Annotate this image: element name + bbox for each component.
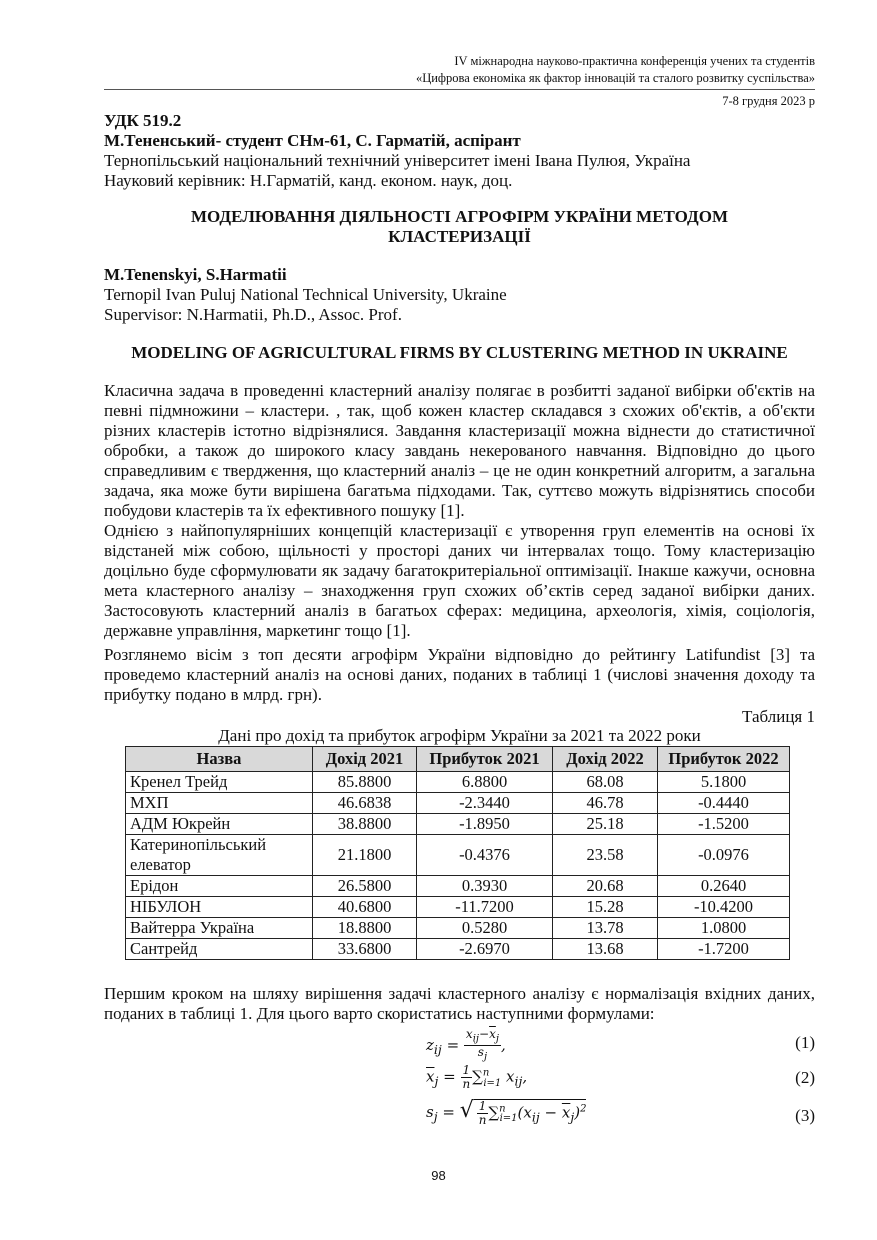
f2-lhs-sub: j — [434, 1073, 439, 1089]
authors-ua: М.Тененський- студент СНм-61, С. Гарматій, аспірант — [104, 131, 521, 150]
table-row — [126, 772, 790, 793]
cell-value: -1.7200 — [658, 939, 790, 960]
f3-radical: √ — [459, 1098, 474, 1123]
f2-body: x — [506, 1067, 515, 1086]
header-rule — [104, 89, 815, 90]
table-row — [126, 876, 790, 897]
agro-firms-table — [125, 746, 790, 960]
cell-value: 13.68 — [553, 939, 658, 960]
cell-name: Ерідон — [126, 876, 313, 897]
cell-name: МХП — [126, 793, 313, 814]
page-number: 98 — [431, 1168, 446, 1183]
table-row — [126, 835, 790, 876]
cell-value: -11.7200 — [417, 897, 553, 918]
paragraph-3: Розглянемо вісім з топ десяти агрофірм України відповідно до рейтингу Latifundist [3] та проведемо кластерний аналіз на основі даних, поданих в таблиці 1 (числові значення доходу та прибутку подано в млрд. грн). — [104, 645, 815, 704]
cell-value: 13.78 — [553, 918, 658, 939]
f1-lhs-sub: ij — [433, 1041, 442, 1057]
equation-number-3: (3) — [795, 1106, 815, 1125]
udk-code: УДК 519.2 — [104, 111, 182, 130]
f3-close-paren: ) — [574, 1103, 581, 1121]
f2-sigma-sup: n — [482, 1067, 490, 1079]
cell-name: Сантрейд — [126, 939, 313, 960]
conference-date: 7-8 грудня 2023 р — [722, 94, 815, 108]
cell-value: 38.8800 — [313, 814, 417, 835]
f2-lhs: $\overline{x}$ — [426, 1067, 435, 1086]
affiliation-ua: Тернопільський національний технічний університет імені Івана Пулюя, Україна — [104, 151, 691, 170]
cell-name: АДМ Юкрейн — [126, 814, 313, 835]
f3-xbar: $\overline{x}$ — [561, 1103, 571, 1121]
cell-value: 6.8800 — [417, 772, 553, 793]
f1-num-minus: − — [479, 1027, 490, 1041]
cell-value: 0.2640 — [658, 876, 790, 897]
supervisor-en: Supervisor: N.Harmatii, Ph.D., Assoc. Prof. — [104, 305, 402, 324]
formula-2 — [426, 1064, 527, 1091]
cell-value: 85.8800 — [313, 772, 417, 793]
cell-value: -0.4440 — [658, 793, 790, 814]
table-header-row — [126, 747, 790, 772]
f2-sigma-sub: i=1 — [483, 1077, 502, 1089]
col-header-profit-2021: Прибуток 2021 — [417, 747, 553, 772]
cell-value: 46.78 — [553, 793, 658, 814]
table-label: Таблиця 1 — [742, 707, 815, 726]
table-row — [126, 918, 790, 939]
cell-value: 25.18 — [553, 814, 658, 835]
conference-header-line2: «Цифрова економіка як фактор інновацій та сталого розвитку суспільства» — [415, 71, 815, 85]
f2-sigma: ∑ — [472, 1067, 483, 1086]
cell-value: 20.68 — [553, 876, 658, 897]
f3-sigma: ∑ — [488, 1103, 500, 1121]
f3-radicand — [474, 1099, 587, 1127]
table-row — [126, 793, 790, 814]
cell-value: 18.8800 — [313, 918, 417, 939]
cell-value: 46.6838 — [313, 793, 417, 814]
f1-num-xbar: $\overline{x}$ — [489, 1027, 496, 1041]
cell-value: 33.6800 — [313, 939, 417, 960]
cell-value: -0.4376 — [417, 835, 553, 876]
cell-value: -2.3440 — [417, 793, 553, 814]
paragraph-4: Першим кроком на шляху вирішення задачі кластерного аналізу є нормалізація вхідних даних, поданих в таблиці 1. Для цього варто скористатись наступними формулами: — [104, 984, 815, 1023]
cell-value: 40.6800 — [313, 897, 417, 918]
f1-num-xbar-sub: j — [495, 1033, 499, 1045]
cell-value: 0.3930 — [417, 876, 553, 897]
f3-lhs: s — [426, 1103, 434, 1121]
cell-value: 0.5280 — [417, 918, 553, 939]
title-ua-line1: МОДЕЛЮВАННЯ ДІЯЛЬНОСТІ АГРОФІРМ УКРАЇНИ МЕТОДОМ — [190, 207, 728, 226]
f3-sigma-sup: n — [499, 1103, 506, 1114]
f3-x: x — [523, 1103, 532, 1121]
f2-den: n — [462, 1077, 471, 1091]
f2-comma: , — [522, 1067, 528, 1086]
f3-x-sub: ij — [531, 1109, 540, 1124]
cell-value: 68.08 — [553, 772, 658, 793]
paragraph-2: Однією з найпопулярніших концепцій кластеризації є утворення груп елементів на основі їх відстаней між собою, щільності у просторі даних чи інтервалах тощо. Тому кластеризацію доцільно буде сформулювати як задачу багатокритеріальної оптимізації. Інакше кажучи, основна мета кластерного аналізу – знаходження груп схожих об’єктів серед заданої вибірки даних. Застосовують кластерний аналіз в багатьох сферах: медицина, археологія, хімія, соціологія, державне управління, маркетинг тощо [1]. — [104, 521, 815, 640]
cell-name: НІБУЛОН — [126, 897, 313, 918]
cell-value: -2.6970 — [417, 939, 553, 960]
cell-value: -10.4200 — [658, 897, 790, 918]
f3-lhs-sub: j — [433, 1109, 438, 1124]
cell-value: 23.58 — [553, 835, 658, 876]
f2-equals: = — [443, 1067, 456, 1086]
cell-value: -1.5200 — [658, 814, 790, 835]
col-header-profit-2022: Прибуток 2022 — [658, 747, 790, 772]
f1-den-s-sub: j — [483, 1051, 488, 1063]
cell-value: 1.0800 — [658, 918, 790, 939]
title-ua-line2: КЛАСТЕРИЗАЦІЇ — [388, 227, 531, 246]
formula-1 — [426, 1028, 506, 1064]
f3-equals: = — [442, 1103, 455, 1121]
f3-sigma-sub: i=1 — [499, 1113, 518, 1124]
f2-fraction — [461, 1064, 473, 1091]
table-row — [126, 897, 790, 918]
f3-den: n — [478, 1112, 487, 1127]
f3-minus: − — [544, 1103, 558, 1121]
f3-power: 2 — [580, 1103, 587, 1114]
cell-value: 21.1800 — [313, 835, 417, 876]
paragraph-1: Класична задача в проведенні кластерний аналізу полягає в розбитті заданої вибірки об'єктів на певні підмножини – кластери. , так, щоб кожен кластер складався з схожих об'єктів, а об'єкти різних кластерів істотно відрізнялися. Завдання кластеризації можна віднести до статистичної обробки, а також до широкого класу завдань некерованого навчання. Відповідно до цього справедливим є твердження, що кластерний аналіз – це не один конкретний алгоритм, а загальна задача, яка може бути вирішена багатьма підходами. Так, суттєво можуть відрізнятись способи побудови кластерів та їх ефективного пошуку [1]. — [104, 381, 815, 520]
f1-num-x-sub: ij — [472, 1033, 480, 1045]
f1-comma: , — [500, 1035, 506, 1054]
f3-num: 1 — [478, 1098, 487, 1113]
formula-3 — [426, 1098, 586, 1127]
equation-number-2: (2) — [795, 1068, 815, 1087]
f1-equals: = — [446, 1035, 460, 1054]
cell-name: Кренел Трейд — [126, 772, 313, 793]
table-caption: Дані про дохід та прибуток агрофірм України за 2021 та 2022 роки — [218, 726, 701, 745]
col-header-income-2022: Дохід 2022 — [553, 747, 658, 772]
col-header-name: Назва — [126, 747, 313, 772]
cell-name: Вайтерра Україна — [126, 918, 313, 939]
table-row — [126, 814, 790, 835]
cell-name: Катеринопільський елеватор — [126, 835, 313, 876]
f1-num-x: x — [465, 1027, 473, 1041]
cell-value: -0.0976 — [658, 835, 790, 876]
f3-open-paren: ( — [517, 1103, 524, 1121]
cell-value: -1.8950 — [417, 814, 553, 835]
f3-xbar-sub: j — [570, 1109, 575, 1124]
f2-body-sub: ij — [514, 1073, 523, 1089]
supervisor-ua: Науковий керівник: Н.Гарматій, канд. економ. наук, доц. — [104, 171, 513, 190]
authors-en: M.Tenenskyi, S.Harmatii — [104, 265, 287, 284]
cell-value: 5.1800 — [658, 772, 790, 793]
title-en: MODELING OF AGRICULTURAL FIRMS BY CLUSTERING METHOD IN UKRAINE — [131, 343, 788, 362]
table-row — [126, 939, 790, 960]
cell-value: 15.28 — [553, 897, 658, 918]
col-header-income-2021: Дохід 2021 — [313, 747, 417, 772]
f1-lhs: z — [426, 1035, 434, 1054]
conference-header-line1: IV міжнародна науково-практична конференція учених та студентів — [454, 54, 815, 68]
f3-fraction — [477, 1100, 489, 1127]
f1-den-s: s — [477, 1045, 484, 1060]
equation-number-1: (1) — [795, 1033, 815, 1052]
f1-fraction — [464, 1028, 501, 1064]
f2-num: 1 — [462, 1063, 471, 1077]
cell-value: 26.5800 — [313, 876, 417, 897]
affiliation-en: Ternopil Ivan Puluj National Technical University, Ukraine — [104, 285, 507, 304]
